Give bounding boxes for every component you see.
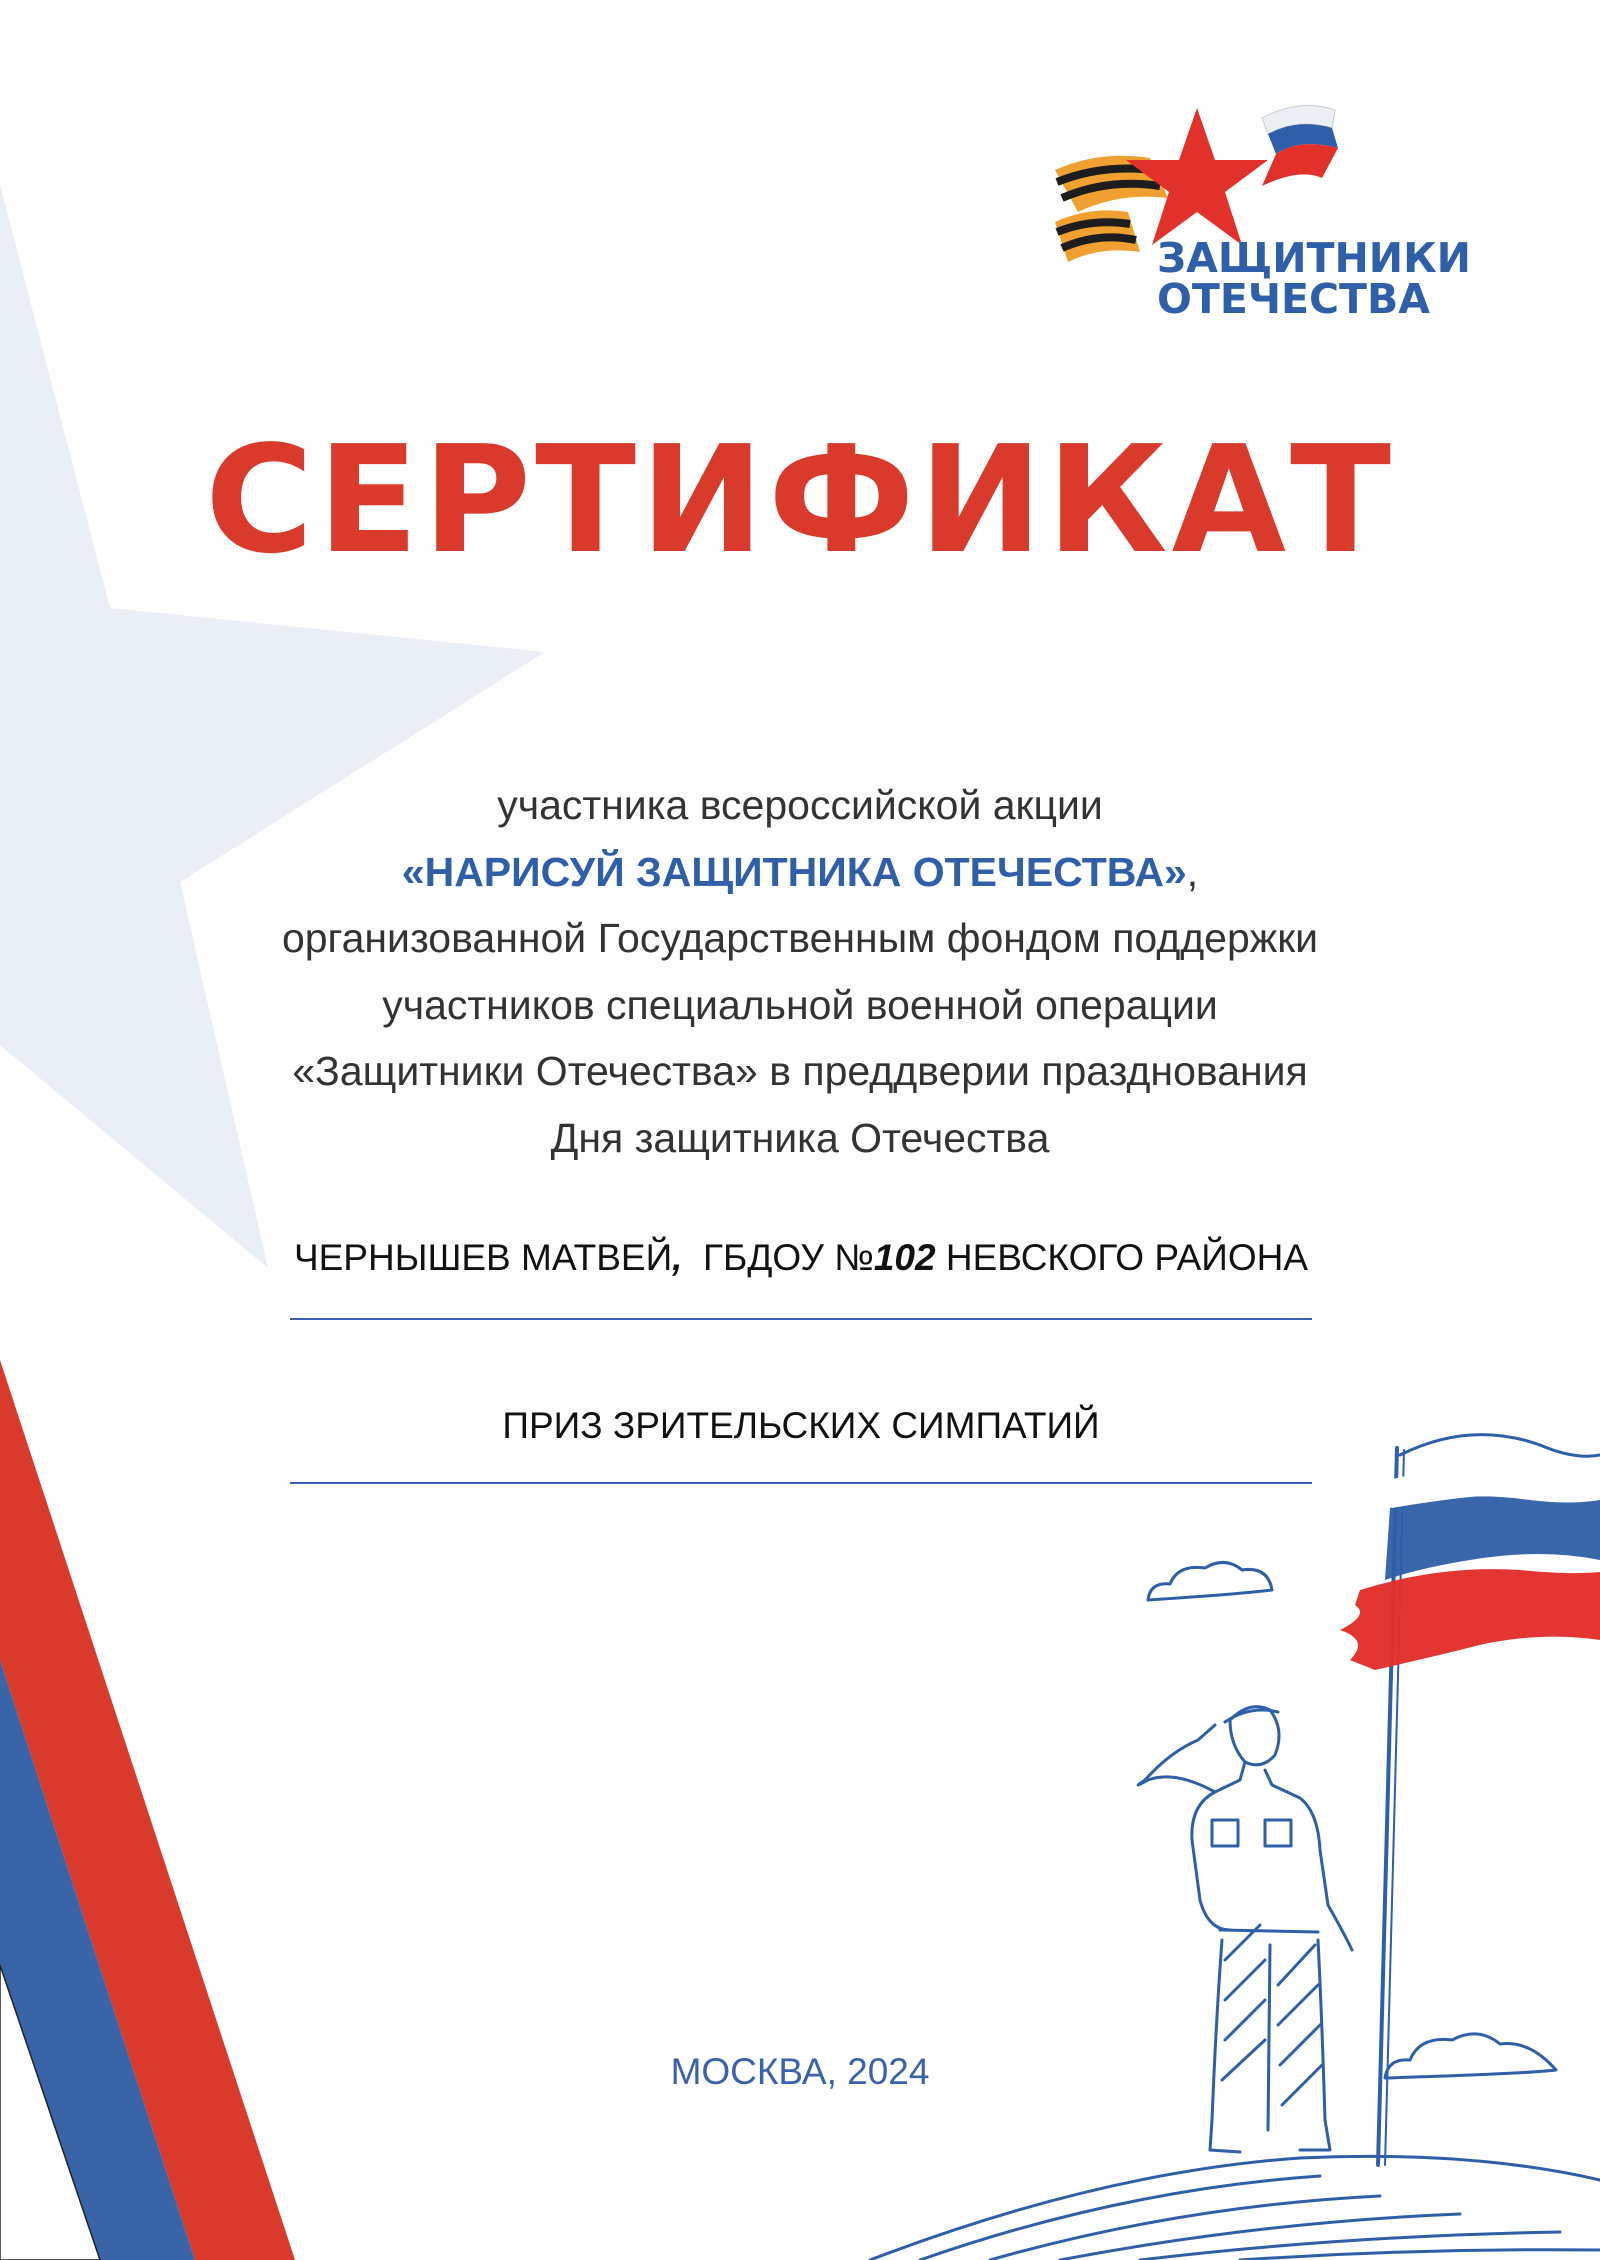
description-line-3: организованной Государственным фондом поддержки bbox=[281, 915, 1319, 961]
campaign-suffix: , bbox=[1186, 848, 1199, 895]
description-line-4: участников специальной военной операции bbox=[382, 981, 1218, 1028]
description-line-6: Дня защитника Отечества bbox=[550, 1114, 1050, 1161]
certificate-title: СЕРТИФИКАТ bbox=[204, 414, 1396, 586]
school-prefix: ГБДОУ № bbox=[703, 1237, 874, 1278]
school-number: 102 bbox=[873, 1237, 936, 1278]
school-suffix: НЕВСКОГО РАЙОНА bbox=[945, 1237, 1309, 1278]
recipient-name: ЧЕРНЫШЕВ МАТВЕЙ bbox=[293, 1237, 673, 1278]
cloud-icon bbox=[1148, 1562, 1272, 1600]
logo-line-2: ОТЕЧЕСТВА bbox=[1157, 275, 1431, 323]
russian-flag-icon bbox=[1340, 1464, 1600, 1670]
description-line-1: участника всероссийской акции bbox=[497, 782, 1103, 828]
logo-line-1: ЗАЩИТНИКИ bbox=[1157, 234, 1471, 282]
campaign-name: «НАРИСУЙ ЗАЩИТНИКА ОТЕЧЕСТВА» bbox=[401, 848, 1187, 895]
description-line-5: «Защитники Отечества» в преддверии празднования bbox=[292, 1048, 1308, 1094]
award-title: ПРИЗ ЗРИТЕЛЬСКИХ СИМПАТИЙ bbox=[502, 1405, 1100, 1446]
recipient-separator: , bbox=[672, 1237, 683, 1278]
city-year: МОСКВА, 2024 bbox=[670, 2051, 930, 2092]
